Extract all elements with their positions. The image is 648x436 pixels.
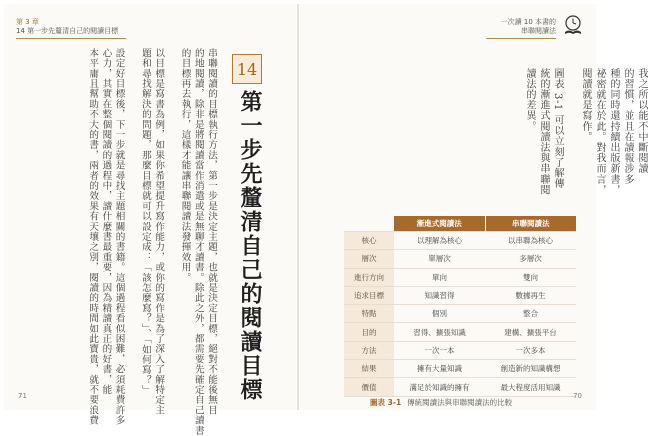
row-label: 結果: [344, 360, 394, 378]
right-page: [300, 4, 647, 410]
book-spine: [297, 4, 299, 410]
cell-progressive: 個別: [394, 305, 485, 323]
table-caption: [370, 397, 512, 408]
clock-book-icon: [562, 14, 584, 36]
cell-serial: 多層次: [485, 250, 576, 268]
cell-progressive: 單向: [394, 268, 485, 286]
book-title-line2: 串聯閱讀法: [521, 27, 556, 35]
cell-progressive: 以理解為核心: [394, 232, 485, 250]
cell-serial: 雙向: [485, 268, 576, 286]
table-row: [344, 341, 576, 359]
running-header-left: [16, 18, 126, 39]
row-label: 追求目標: [344, 286, 394, 304]
left-page: [4, 4, 296, 436]
cell-progressive: 擁有大量知識: [394, 360, 485, 378]
page-number-left: 71: [18, 392, 27, 400]
left-body-text: 串聯閱讀的目標執行方法，第一步是決定主題，也就是決定目標，絕對不能後無目 的地閱讀，除非是將閱讀當作消遣或是無聊才讀書。除此之外，都需要先確定自己讀書 的目標再去執行，這樣才能讓串聯閱讀法發揮效用。 以目標是寫書為例，如果你希望提升寫作能力，或你的寫作是為了深入了解特定主 題和尋找解決的問題，那麼目標就可以設定成：「該怎麼寫？」、「如何寫？」 設定好目標後，下一步就是尋找主題相關的書籍。這個過程看似困難，必須耗費許多 心力，其實在整個閱讀的過程中，讀什麼書最重要，因為精讀真正的好書，能 本平庸且幫助不大的書，兩者的效果有天壤之別，閱讀的時間如此寶貴，就不要浪費: [87, 48, 217, 436]
chapter-label: 第 3 章: [16, 18, 39, 26]
book-title-line1: 一次讀 10 本書的: [500, 18, 556, 26]
table-row: [344, 250, 576, 268]
cell-serial: 一次多本: [485, 341, 576, 359]
cell-serial: 最大程度活用知識: [485, 378, 576, 396]
cell-progressive: 習得、擴張知識: [394, 323, 485, 341]
row-label: 目的: [344, 323, 394, 341]
cell-serial: 以串聯為核心: [485, 232, 576, 250]
table-row: [344, 268, 576, 286]
row-label: 層次: [344, 250, 394, 268]
row-label: 進行方向: [344, 268, 394, 286]
cell-serial: 整合: [485, 305, 576, 323]
row-label: 價值: [344, 378, 394, 396]
cell-progressive: 單層次: [394, 250, 485, 268]
table-row: [344, 286, 576, 304]
table-row: [344, 378, 576, 396]
row-label: 方法: [344, 341, 394, 359]
section-header: 14 第一步先釐清自己的閱讀目標: [16, 27, 119, 35]
comparison-table: [344, 216, 576, 397]
cell-serial: 建構、擴張平台: [485, 323, 576, 341]
row-label: 核心: [344, 232, 394, 250]
table-header-row: [344, 216, 576, 232]
cell-serial: 數據再生: [485, 286, 576, 304]
caption-label: 圖表 3-1: [370, 398, 402, 407]
table-row: [344, 305, 576, 323]
header-rule-right: [486, 38, 556, 39]
section-number-badge: 14: [232, 54, 262, 84]
running-header-right: [486, 18, 556, 39]
cell-progressive: 滿足於知識的擁有: [394, 378, 485, 396]
page-number-right: 70: [573, 392, 582, 400]
table-row: [344, 360, 576, 378]
col-header-serial: 串聯閱讀法: [485, 216, 576, 232]
row-label: 特點: [344, 305, 394, 323]
cell-progressive: 一次一本: [394, 341, 485, 359]
section-title: 第一步先釐清自己的閱讀目標: [237, 90, 262, 402]
table-row: [344, 323, 576, 341]
col-header-progressive: 漸進式閱讀法: [394, 216, 485, 232]
header-rule: [16, 38, 126, 39]
table-row: [344, 232, 576, 250]
cell-serial: 創造新的知識構想: [485, 360, 576, 378]
table-corner: [344, 216, 394, 232]
cell-progressive: 知識習得: [394, 286, 485, 304]
right-body-text: 我之所以能不中斷閱讀 的習慣，並且在讀報涉多 種的同時還持續出版新書， 祕密就在於此。對我而言， 閱讀就是寫作。 圖表 3-1 可以立刻了解傳 統的漸進式閱讀法與串聯閱 讀法的差異。: [524, 68, 647, 196]
caption-text: 傳統閱讀法與串聯閱讀法的比較: [407, 398, 513, 407]
